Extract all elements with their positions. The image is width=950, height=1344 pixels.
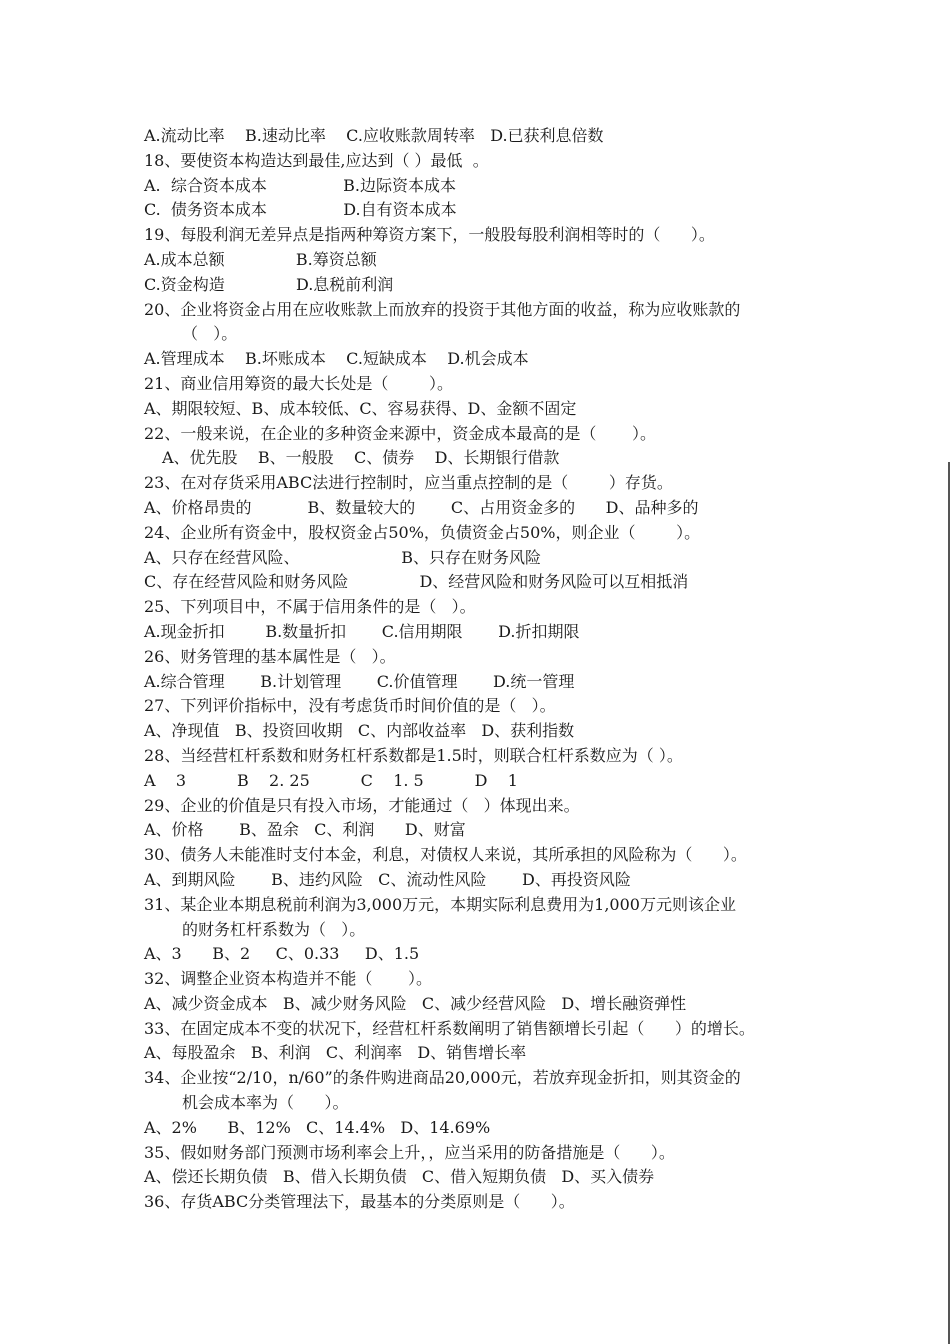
- text-line: A、期限较短、B、成本较低、C、容易获得、D、金额不固定: [144, 398, 577, 418]
- text-line: 18、要使资本构造达到最佳,应达到（ ）最低 。: [144, 150, 489, 170]
- text-line: 35、假如财务部门预测市场利率会上升，，应当采用的防备措施是（ ）。: [144, 1142, 675, 1162]
- text-line: 28、当经营杠杆系数和财务杠杆系数都是1.5时，则联合杠杆系数应为（ ）。: [144, 745, 683, 765]
- text-line: 的财务杠杆系数为（ ）。: [182, 919, 366, 939]
- text-line: 19、每股利润无差异点是指两种筹资方案下，一般股每股利润相等时的（ ）。: [144, 225, 715, 245]
- text-line: 24、企业所有资金中，股权资金占50%，负债资金占50%，则企业（ ）。: [144, 522, 701, 542]
- text-line: A.流动比率 B.速动比率 C.应收账款周转率 D.已获利息倍数: [144, 126, 604, 145]
- text-line: 33、在固定成本不变的状况下，经营杠杆系数阐明了销售额增长引起（ ）的增长。: [144, 1018, 755, 1038]
- text-line: 25、下列项目中，不属于信用条件的是（ ）。: [144, 597, 476, 617]
- text-line: A、价格昂贵的 B、数量较大的 C、占用资金多的 D、品种多的: [144, 497, 699, 517]
- text-line: 32、调整企业资本构造并不能（ ）。: [144, 969, 432, 989]
- text-line: A、优先股 B、一般股 C、债券 D、长期银行借款: [162, 448, 560, 468]
- text-line: C. 债务资本成本 D.自有资本成本: [144, 200, 457, 220]
- text-line: A. 综合资本成本 B.边际资本成本: [144, 175, 456, 195]
- text-line: A.成本总额 B.筹资总额: [144, 249, 377, 269]
- text-line: 21、商业信用筹资的最大长处是（ ）。: [144, 373, 454, 393]
- text-line: A.综合管理 B.计划管理 C.价值管理 D.统一管理: [144, 671, 575, 691]
- text-line: C、存在经营风险和财务风险 D、经营风险和财务风险可以互相抵消: [144, 572, 689, 592]
- text-line: C.资金构造 D.息税前利润: [144, 274, 394, 294]
- text-line: 20、企业将资金占用在应收账款上而放弃的投资于其他方面的收益，称为应收账款的: [144, 299, 741, 319]
- text-line: A、价格 B、盈余 C、利润 D、财富: [144, 820, 466, 840]
- text-line: A、减少资金成本 B、减少财务风险 C、减少经营风险 D、增长融资弹性: [144, 993, 687, 1013]
- text-line: A.现金折扣 B.数量折扣 C.信用期限 D.折扣期限: [144, 621, 580, 641]
- text-line: A、到期风险 B、违约风险 C、流动性风险 D、再投资风险: [144, 869, 631, 889]
- text-line: A、净现值 B、投资回收期 C、内部收益率 D、获利指数: [144, 721, 575, 741]
- text-line: 29、企业的价值是只有投入市场，才能通过（ ）体现出来。: [144, 795, 580, 815]
- text-line: A.管理成本 B.坏账成本 C.短缺成本 D.机会成本: [144, 349, 529, 369]
- text-line: A、偿还长期负债 B、借入长期负债 C、借入短期负债 D、买入债券: [144, 1167, 655, 1187]
- document-body: [144, 124, 884, 1215]
- text-line: 机会成本率为（ ）。: [182, 1093, 349, 1113]
- text-line: A、每股盈余 B、利润 C、利润率 D、销售增长率: [144, 1043, 527, 1063]
- text-line: 23、在对存货采用ABC法进行控制时，应当重点控制的是（ ）存货。: [144, 473, 673, 493]
- text-line: A 3 B 2. 25 C 1. 5 D 1: [144, 770, 518, 790]
- text-line: （ ）。: [182, 324, 238, 344]
- text-line: A、只存在经营风险、 B、只存在财务风险: [144, 547, 542, 567]
- text-line: 27、下列评价指标中，没有考虑货币时间价值的是（ ）。: [144, 696, 556, 716]
- text-line: 36、存货ABC分类管理法下，最基本的分类原则是（ ）。: [144, 1192, 575, 1212]
- text-line: A、3 B、2 C、0.33 D、1.5: [144, 944, 420, 964]
- text-line: 26、财务管理的基本属性是（ ）。: [144, 646, 396, 666]
- text-line: 31、某企业本期息税前利润为3,000万元，本期实际利息费用为1,000万元则该企业: [144, 894, 736, 914]
- text-line: 22、一般来说，在企业的多种资金来源中，资金成本最高的是（ ）。: [144, 423, 656, 443]
- text-line: 34、企业按“2/10，n/60”的条件购进商品20,000元，若放弃现金折扣，则其资金的: [144, 1068, 741, 1088]
- text-line: 30、债务人未能准时支付本金，利息，对债权人来说，其所承担的风险称为（ ）。: [144, 845, 747, 865]
- text-line: A、2% B、12% C、14.4% D、14.69%: [144, 1117, 491, 1137]
